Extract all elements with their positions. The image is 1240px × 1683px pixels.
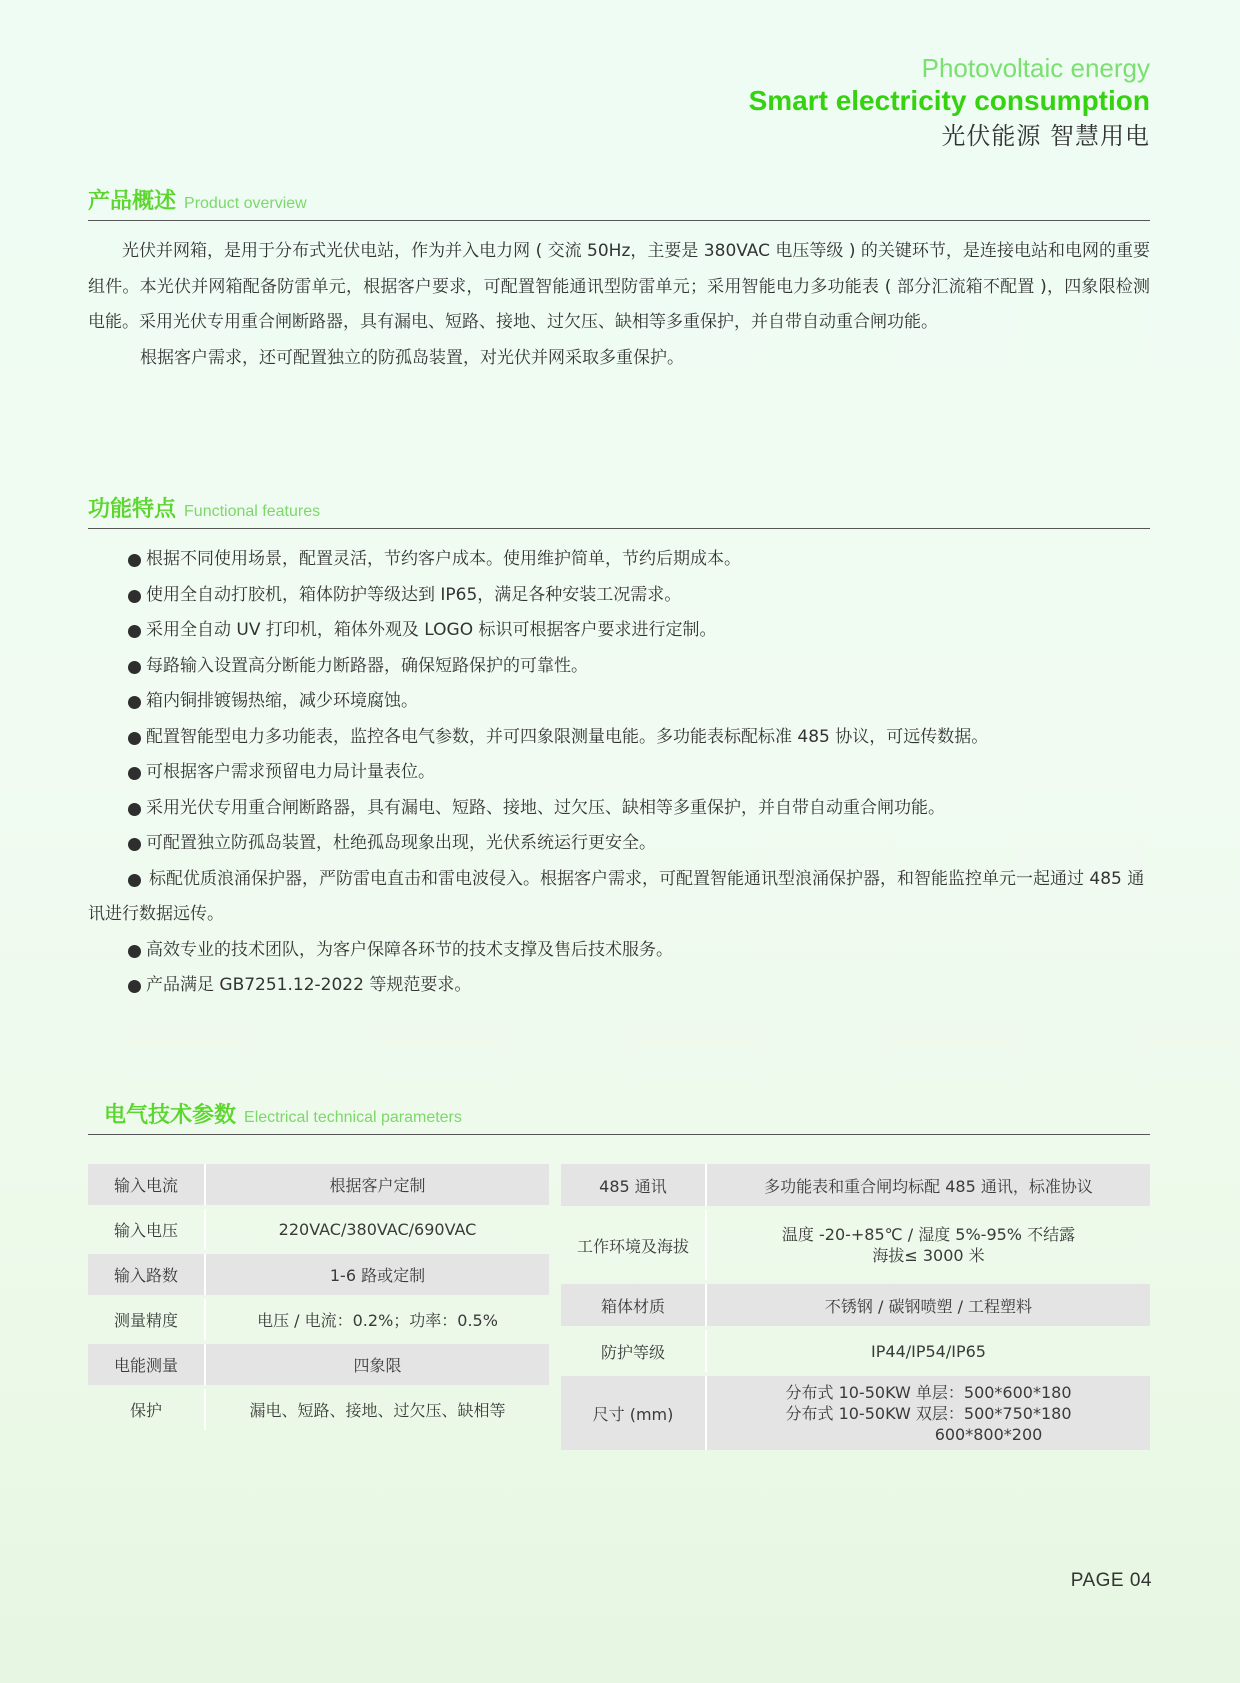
param-value: 根据客户定制 [206,1164,549,1205]
table-row [88,1389,549,1430]
param-key: 防护等级 [561,1330,707,1372]
feature-text: 箱内铜排镀锡热缩，减少环境腐蚀。 [146,691,418,711]
table-row [561,1284,1150,1326]
feature-text: 可配置独立防孤岛装置，杜绝孤岛现象出现，光伏系统运行更安全。 [146,833,656,853]
list-item [88,968,1150,1004]
params-table-left [88,1160,549,1434]
param-value [707,1284,1150,1326]
bullet-icon [128,945,141,958]
param-value-line: 分布式 10-50KW 双层：500*750*180 [785,1403,1072,1423]
param-value-line: IP44/IP54/IP65 [871,1341,986,1361]
list-item [88,649,1150,685]
overview-title-en: Product overview [184,195,307,212]
param-value: 220VAC/380VAC/690VAC [278,1220,477,1239]
overview-paragraph-2: 根据客户需求，还可配置独立的防孤岛装置，对光伏并网采取多重保护。 [140,347,684,368]
table-row [88,1344,549,1385]
table-row [88,1254,549,1295]
param-key: 保护 [88,1389,206,1430]
header-english-line-2: Smart electricity consumption [748,85,1150,116]
param-value [707,1164,1150,1206]
page-number: PAGE 04 [1070,1570,1152,1591]
features-list [88,542,1150,1004]
list-item [88,791,1150,827]
param-key: 电能测量 [88,1344,206,1385]
overview-paragraph-1: 光伏并网箱，是用于分布式光伏电站，作为并入电力网 ( 交流 50Hz，主要是 380VAC 电压等级 ) 的关键环节，是连接电站和电网的重要组件。本光伏并网箱配备防雷单元，根据客户要求，可配置智能通讯型防雷单元；采用智能电力多功能表 ( 部分汇流箱不配置 )，四象限检测电能。采用光伏专用重合闸断路器，具有漏电、短路、接地、过欠压、缺相等多重保护，并自带自动重合闸功能。 [88,241,1150,332]
list-item [88,542,1150,578]
param-key: 485 通讯 [561,1164,707,1206]
table-row [88,1299,549,1340]
param-value-line: 温度 -20-+85℃ / 湿度 5%-95% 不结露 [781,1225,1076,1244]
param-value-line: 600*800*200 [934,1424,1043,1444]
table-row [561,1376,1150,1450]
bullet-icon [128,803,141,816]
param-key: 箱体材质 [561,1284,707,1326]
feature-text: 产品满足 GB7251.12-2022 等规范要求。 [146,975,472,995]
param-value-line: 海拔≤ 3000 米 [872,1246,985,1265]
features-title-cn: 功能特点 [88,497,177,522]
features-title-en: Functional features [184,503,321,520]
table-row [561,1164,1150,1206]
bullet-icon [128,838,141,851]
params-title-cn: 电气技术参数 [104,1103,237,1128]
param-key: 输入路数 [88,1254,206,1295]
section-title-features [88,492,1150,529]
feature-text: 配置智能型电力多功能表，监控各电气参数，并可四象限测量电能。多功能表标配标准 485 协议，可远传数据。 [146,726,989,747]
feature-text: 高效专业的技术团队，为客户保障各环节的技术支撑及售后技术服务。 [146,939,673,960]
list-item [88,755,1150,791]
params-title-en: Electrical technical parameters [244,1109,462,1126]
param-key: 输入电压 [88,1209,206,1250]
feature-text: 根据不同使用场景，配置灵活，节约客户成本。使用维护简单，节约后期成本。 [146,549,741,569]
list-item [88,862,1150,933]
param-value [707,1210,1150,1280]
param-value-line: 不锈钢 / 碳钢喷塑 / 工程塑料 [824,1296,1033,1316]
param-value-line: 多功能表和重合闸均标配 485 通讯，标准协议 [764,1176,1093,1196]
feature-text: 使用全自动打胶机，箱体防护等级达到 IP65，满足各种安装工况需求。 [146,584,682,605]
overview-body [88,234,1150,376]
feature-text: 采用光伏专用重合闸断路器，具有漏电、短路、接地、过欠压、缺相等多重保护，并自带自动重合闸功能。 [146,797,945,818]
param-value [707,1330,1150,1372]
bullet-icon [128,696,141,709]
list-item [88,933,1150,969]
list-item [88,578,1150,614]
section-title-overview [88,184,1150,221]
bullet-icon [128,625,141,638]
param-key: 测量精度 [88,1299,206,1340]
feature-text: 可根据客户需求预留电力局计量表位。 [146,762,435,782]
param-value: 四象限 [206,1344,549,1385]
bullet-icon [128,732,141,745]
feature-text: 标配优质浪涌保护器，严防雷电直击和雷电波侵入。根据客户需求，可配置智能通讯型浪涌保护器，和智能监控单元一起通过 485 通讯进行数据远传。 [88,868,1145,924]
param-key: 输入电流 [88,1164,206,1205]
overview-title-cn: 产品概述 [88,189,177,214]
header-chinese-line: 光伏能源 智慧用电 [941,122,1150,150]
list-item [88,613,1150,649]
feature-text: 采用全自动 UV 打印机，箱体外观及 LOGO 标识可根据客户要求进行定制。 [146,620,717,640]
list-item [88,826,1150,862]
params-table-right [561,1160,1150,1454]
list-item [88,720,1150,756]
bullet-icon [128,874,141,887]
bullet-icon [128,980,141,993]
param-value: 漏电、短路、接地、过欠压、缺相等 [249,1401,506,1420]
feature-text: 每路输入设置高分断能力断路器，确保短路保护的可靠性。 [146,655,588,676]
header-english-line-1: Photovoltaic energy [921,53,1150,83]
table-row [561,1330,1150,1372]
param-value [707,1376,1150,1450]
table-row [88,1164,549,1205]
bullet-icon [128,661,141,674]
param-value-line: 分布式 10-50KW 单层：500*600*180 [785,1382,1072,1402]
param-key: 尺寸 (mm) [561,1376,707,1450]
section-title-params [88,1098,1150,1135]
bullet-icon [128,554,141,567]
list-item [88,684,1150,720]
param-key: 工作环境及海拔 [561,1210,707,1280]
table-row [88,1209,549,1250]
bullet-icon [128,767,141,780]
param-value: 电压 / 电流：0.2%；功率：0.5% [257,1311,498,1330]
table-row [561,1210,1150,1280]
param-value: 1-6 路或定制 [206,1254,549,1295]
bullet-icon [128,590,141,603]
page-header [749,52,1150,154]
